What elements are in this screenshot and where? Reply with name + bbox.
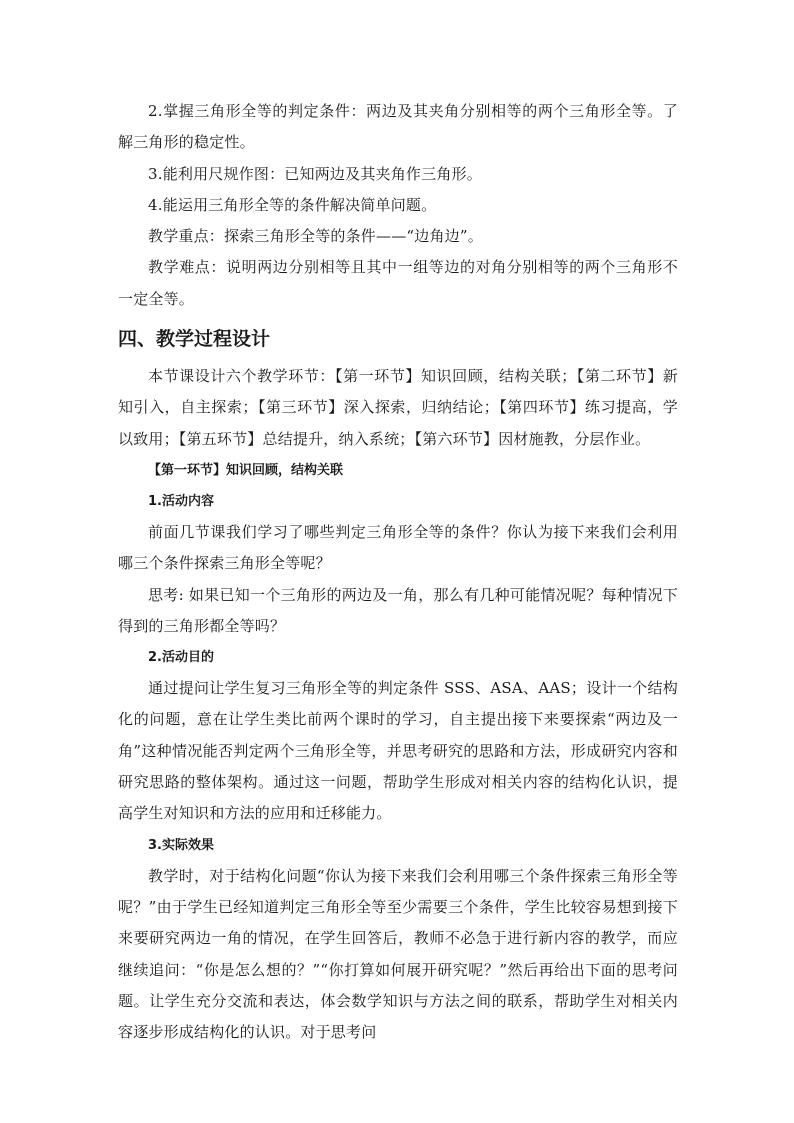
objective-2: 2.掌握三角形全等的判定条件：两边及其夹角分别相等的两个三角形全等。了解三角形的稳定性。 [118, 102, 678, 152]
effect-p: 教学时，对于结构化问题“你认为接下来我们会利用哪三个条件探索三角形全等呢？”由于学生已经知道判定三角形全等至少需要三个条件，学生比较容易想到接下来要研究两边一角的情况，在学生回答后，教师不必急于进行新内容的教学，而应继续追问：“你是怎么想的？”“你打算如何展开研究呢？”然后再给出下面的思考问题。让学生充分交流和表达，体会数学知识与方法之间的联系，帮助学生对相关内容逐步形成结构化的认识。对于思考问 [118, 866, 678, 1042]
section-title: 四、教学过程设计 [118, 328, 271, 351]
activity-goal-p: 通过提问让学生复习三角形全等的判定条件 SSS、ASA、AAS；设计一个结构化的问题，意在让学生类比前两个课时的学习，自主提出接下来要探索“两边及一角”这种情况能否判定两个三角形全等，并思考研究的思路和方法，形成研究内容和研究思路的整体架构。通过这一问题，帮助学生形成对相关内容的结构化认识，提高学生对知识和方法的应用和迁移能力。 [118, 679, 678, 823]
effect-title: 3.实际效果 [148, 837, 214, 853]
objective-4: 4.能运用三角形全等的条件解决简单问题。 [148, 195, 437, 214]
activity-content-p1: 前面几节课我们学习了哪些判定三角形全等的条件？你认为接下来我们会利用哪三个条件探索三角形全等呢？ [118, 522, 678, 573]
activity-content-p2: 思考: 如果已知一个三角形的两边及一角，那么有几种可能情况呢？每种情况下得到的三角形都全等吗？ [118, 585, 678, 635]
section-intro: 本节课设计六个教学环节：【第一环节】知识回顾，结构关联；【第二环节】新知引入，自主探索；【第三环节】深入探索，归纳结论；【第四环节】练习提高，学以致用；【第五环节】总结提升，纳入系统；【第六环节】因材施教，分层作业。 [118, 367, 678, 448]
difficulty: 教学难点：说明两边分别相等且其中一组等边的对角分别相等的两个三角形不一定全等。 [118, 258, 678, 308]
document-page [118, 96, 678, 1048]
activity-content-title: 1.活动内容 [148, 493, 214, 509]
key-point: 教学重点：探索三角形全等的条件——“边角边”。 [148, 227, 483, 246]
objective-3: 3.能利用尺规作图：已知两边及其夹角作三角形。 [148, 164, 482, 183]
stage1-title: 【第一环节】知识回顾，结构关联 [148, 462, 344, 478]
activity-goal-title: 2.活动目的 [148, 650, 214, 666]
